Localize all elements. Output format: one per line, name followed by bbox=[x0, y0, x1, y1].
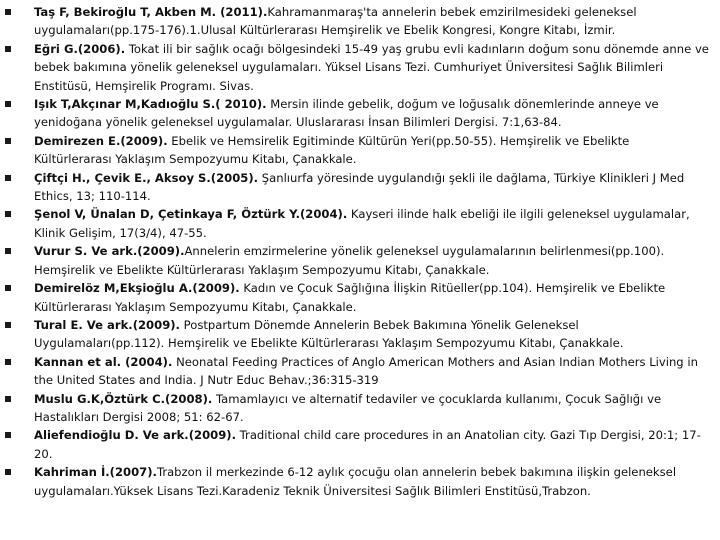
reference-authors: Demirelöz M,Ekşioğlu A.(2009). bbox=[34, 281, 240, 296]
reference-text: Mersin ilinde gebelik, doğum ve loğusalık dönemlerinde anneye ve yenidoğana yönelik geleneksel uygulamalar. Uluslararası İnsan Bilimleri Dergisi. 7:1,63-84. bbox=[34, 97, 659, 130]
reference-item bbox=[0, 242, 720, 279]
bullet-icon bbox=[5, 175, 11, 181]
bullet-icon bbox=[5, 101, 11, 107]
reference-item bbox=[0, 279, 720, 316]
reference-item bbox=[0, 316, 720, 353]
reference-text: Neonatal Feeding Practices of Anglo American Mothers and Asian Indian Mothers Living in the United States and India. J Nutr Educ Behav.;36:315-319 bbox=[34, 354, 698, 388]
reference-item bbox=[0, 169, 720, 206]
reference-authors: Kannan et al. (2004). bbox=[34, 354, 173, 369]
reference-item bbox=[0, 390, 720, 427]
reference-authors: Eğri G.(2006). bbox=[34, 41, 126, 56]
reference-text: Kayseri ilinde halk ebeliği ile ilgili geleneksel uygulamalar, Klinik Gelişim, 17(3/4), 47-55. bbox=[34, 207, 690, 240]
bullet-icon bbox=[5, 322, 11, 328]
bullet-icon bbox=[5, 138, 11, 144]
reference-authors: Aliefendioğlu D. Ve ark.(2009). bbox=[34, 428, 236, 443]
reference-text: Tokat ili bir sağlık ocağı bölgesindeki 15-49 yaş grubu evli kadınların doğum sonu dönemde anne ve bebek bakımına yönelik geleneksel uygulamaları. Yüksel Lisans Tezi. Cumhuriyet Üniversitesi Sağlık Bilimleri Enstitüsü, Hemşirelik Programı. Sivas. bbox=[34, 41, 709, 93]
reference-authors: Muslu G.K,Öztürk C.(2008). bbox=[34, 391, 213, 406]
reference-authors: Tural E. Ve ark.(2009). bbox=[34, 317, 180, 332]
reference-item bbox=[0, 463, 720, 500]
reference-item bbox=[0, 353, 720, 390]
reference-item bbox=[0, 205, 720, 242]
bullet-icon bbox=[5, 248, 11, 254]
bullet-icon bbox=[5, 359, 11, 365]
reference-item bbox=[0, 132, 720, 169]
reference-item bbox=[0, 95, 720, 132]
bullet-icon bbox=[5, 9, 11, 15]
bullet-icon bbox=[5, 432, 11, 438]
reference-item bbox=[0, 40, 720, 95]
bullet-icon bbox=[5, 469, 11, 475]
reference-authors: Taş F, Bekiroğlu T, Akben M. (2011). bbox=[34, 5, 268, 19]
reference-text: Şanlıurfa yöresinde uygulandığı şekli ile dağlama, Türkiye Klinikleri J Med Ethics, 13; 110-114. bbox=[34, 170, 685, 204]
reference-text: Kahramanmaraş'ta annelerin bebek emzirilmesideki geleneksel uygulamaları(pp.175-176).1.Ulusal Kültürlerarası Hemşirelik ve Ebelik Kongresi, Kongre Kitabı, İzmir. bbox=[34, 5, 637, 38]
reference-authors: Vurur S. Ve ark.(2009). bbox=[34, 244, 185, 259]
reference-item bbox=[0, 3, 720, 40]
reference-list bbox=[0, 3, 720, 500]
bullet-icon bbox=[5, 285, 11, 291]
reference-authors: Çiftçi H., Çevik E., Aksoy S.(2005). bbox=[34, 170, 259, 185]
reference-text: Trabzon il merkezinde 6-12 aylık çocuğu olan annelerin bebek bakımına ilişkin geleneksel uygulamaları.Yüksek Lisans Tezi.Karadeniz Teknik Üniversitesi Sağlık Bilimleri Enstitüsü,Trabzon. bbox=[34, 465, 677, 498]
bullet-icon bbox=[5, 46, 11, 52]
bullet-icon bbox=[5, 396, 11, 402]
reference-text: Postpartum Dönemde Annelerin Bebek Bakımına Yönelik Geleneksel Uygulamaları(pp.112). Hemşirelik ve Ebelikte Kültürlerarası Yaklaşım Sempozyumu Kitabı, Çanakkale. bbox=[34, 317, 624, 351]
reference-authors: Kahriman İ.(2007). bbox=[34, 465, 157, 480]
reference-authors: Demirezen E.(2009). bbox=[34, 133, 168, 148]
reference-text: Traditional child care procedures in an Anatolian city. Gazi Tıp Dergisi, 20:1; 17-20. bbox=[34, 428, 701, 461]
reference-authors: Şenol V, Ünalan D, Çetinkaya F, Öztürk Y.(2004). bbox=[34, 207, 348, 222]
reference-authors: Işık T,Akçınar M,Kadıoğlu S.( 2010). bbox=[34, 97, 267, 112]
reference-item bbox=[0, 426, 720, 463]
reference-text: Ebelik ve Hemsirelik Egitiminde Kültürün Yeri(pp.50-55). Hemşirelik ve Ebelikte Kültürlerarası Yaklaşım Sempozyumu Kitabı, Çanakkale. bbox=[34, 133, 630, 167]
bullet-icon bbox=[5, 211, 11, 217]
reference-text: Tamamlayıcı ve alternatif tedaviler ve çocuklarda kullanımı, Çocuk Sağlığı ve Hastalıkları Dergisi 2008; 51: 62-67. bbox=[34, 391, 662, 424]
reference-text: Kadın ve Çocuk Sağlığına İlişkin Ritüeller(pp.104). Hemşirelik ve Ebelikte Kültürlerarası Yaklaşım Sempozyumu Kitabı, Çanakkale. bbox=[34, 281, 666, 314]
reference-text: Annelerin emzirmelerine yönelik geleneksel uygulamalarının belirlenmesi(pp.100). Hemşirelik ve Ebelikte Kültürlerarası Yaklaşım Sempozyumu Kitabı, Çanakkale. bbox=[34, 244, 665, 277]
